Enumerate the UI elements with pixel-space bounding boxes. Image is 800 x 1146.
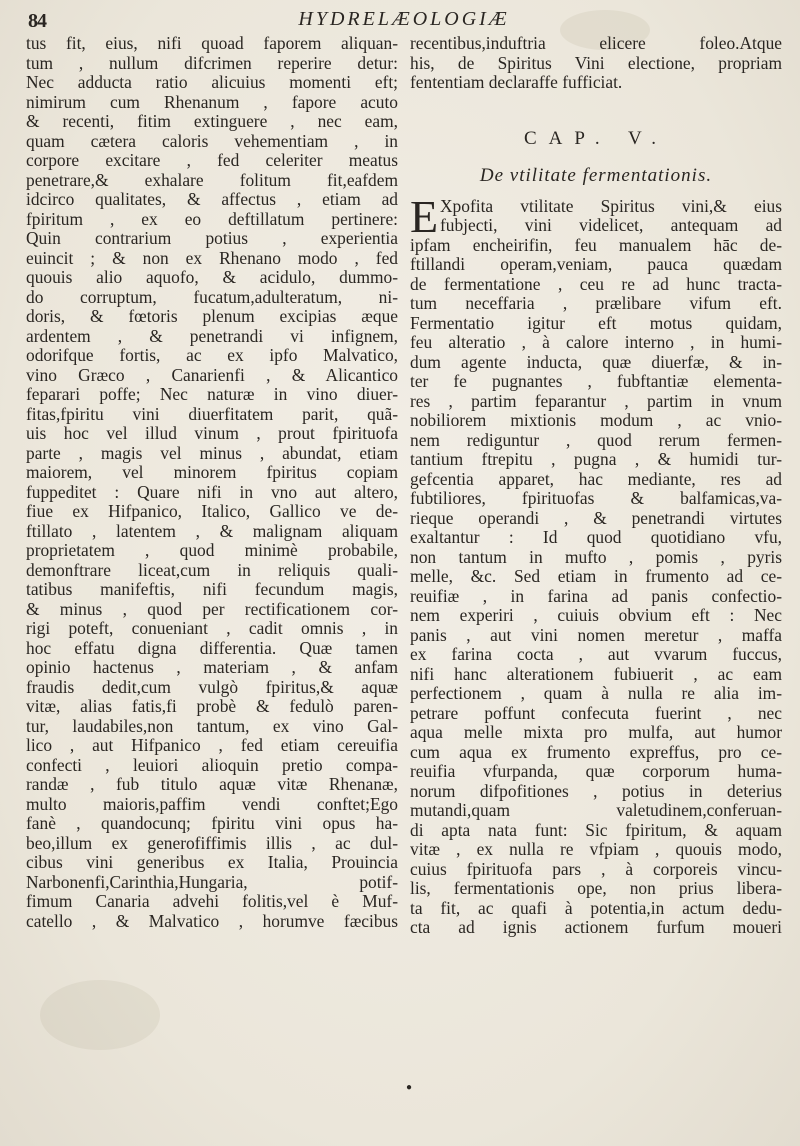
bullet-mark: ●	[406, 1082, 413, 1093]
text-line: lico , aut Hifpanico , fed etiam cereuifia	[26, 736, 398, 755]
text-line: nifi hanc alterationem fubiuerit , ac eam	[410, 664, 782, 684]
text-line: lis, fermentationis ope, non prius libera-	[410, 879, 782, 898]
text-line: Nec adducta ratio alicuius momenti eft;	[26, 73, 398, 92]
text-line: fubtiliores, fpirituofas & balfamicas,va-	[410, 489, 782, 508]
text-line: rieque operandi , & penetrandi virtutes	[410, 508, 782, 528]
text-line: tatibus manifeftis, nifi fecundum magis,	[26, 580, 398, 599]
text-line: fpiritum , ex eo deftillatum pertinere:	[26, 209, 398, 229]
chapter-heading: CAP. V.	[523, 127, 669, 149]
right-column-body-text	[410, 236, 782, 938]
text-line: randæ , fub titulo aquæ vitæ Rhenanæ,	[26, 775, 398, 794]
text-line: vitæ, alias fatis,fi probè & fedulò paren-	[26, 697, 398, 716]
text-line: nimirum cum Rhenanum , fapore acuto	[26, 92, 398, 112]
text-line: ex farina cocta , aut vvarum fuccus,	[410, 645, 782, 664]
text-line: feu alteratio , à calore interno , in humi-	[410, 333, 782, 352]
text-line: beo,illum ex generofiffimis illis , ac dul-	[26, 833, 398, 853]
text-line: corpore excitare , fed celeriter meatus	[26, 151, 398, 170]
text-line: non tantum in mufto , pomis , pyris	[410, 547, 782, 567]
text-line: rigi poteft, conueniant , cadit omnis , in	[26, 619, 398, 638]
text-line: nem rediguntur , quod rerum fermen-	[410, 430, 782, 450]
text-line: ardentem , & penetrandi vi infignem,	[26, 326, 398, 346]
text-line: tum , nullum difcrimen reperire detur:	[26, 53, 398, 73]
text-line: quam cætera caloris vehementiam , in	[26, 131, 398, 151]
text-line: & minus , quod per rectificationem cor-	[26, 599, 398, 619]
text-line: tantium ftrepitu , pugna , & humidi tur-	[410, 450, 782, 469]
text-line: doris, & fœtoris plenum excipias æque	[26, 307, 398, 326]
first-lines	[410, 190, 782, 242]
text-line: odorifque fortis, ac ex ipfo Malvatico,	[26, 346, 398, 365]
text-line: penetrare,& exhalare folitum fit,eafdem	[26, 170, 398, 190]
text-line: fimum Canaria advehi folitis,vel è Muf-	[26, 892, 398, 911]
text-line: cuius fpirituofa pars , à corporeis vincu-	[410, 859, 782, 879]
paper-stain	[40, 980, 160, 1050]
text-line: demonftrare liceat,cum in reliquis quali-	[26, 560, 398, 580]
text-line: opinio hactenus , materiam , & anfam	[26, 658, 398, 677]
chapter-title: De vtilitate fermentationis.	[479, 164, 713, 186]
left-column	[26, 34, 398, 931]
drop-cap: E	[410, 190, 439, 242]
text-line: Fermentatio igitur eft motus quidam,	[410, 313, 782, 333]
text-line: uis hoc vel illud vinum , prout fpirituofa	[26, 424, 398, 443]
text-line: fubjecti, vini videlicet, antequam ad	[440, 216, 782, 235]
text-line: petrare poffunt confecuta fuerint , nec	[410, 703, 782, 723]
text-line: recentibus,induftria elicere foleo.Atque	[410, 34, 782, 53]
text-line: ftillandi operam,veniam, pauca quædam	[410, 255, 782, 274]
text-line: Quin contrarium potius , experientia	[26, 229, 398, 248]
text-line: parte , magis vel minus , abundat, etiam	[26, 443, 398, 463]
right-column-top-text	[410, 34, 782, 93]
text-line: norum difpofitiones , potius in deterius	[410, 781, 782, 801]
text-line: vino Græco , Canarienfi , & Alicantico	[26, 365, 398, 385]
text-line: res , partim feparantur , partim in vnum	[410, 391, 782, 411]
text-line: di apta nata funt: Sic fpiritum, & aquam	[410, 820, 782, 840]
text-line: vitæ , ex nulla re vfpiam , quouis modo,	[410, 840, 782, 859]
text-line: nobiliorem mixtionis modum , ac vnio-	[410, 411, 782, 430]
text-line: cum aqua ex frumento expreffus, pro ce-	[410, 742, 782, 762]
text-line: melle, &c. Sed etiam in frumento ad ce-	[410, 567, 782, 586]
right-column	[410, 34, 782, 938]
text-line: catello , & Malvatico , horumve fæcibus	[26, 911, 398, 931]
text-line: fanè , quandocunq; fpiritu vini opus ha-	[26, 814, 398, 833]
text-line: fiue ex Hifpanico, Italico, Gallico ve de-	[26, 502, 398, 521]
text-line: euincit ; & non ex Rhenano modo , fed	[26, 248, 398, 268]
text-line: & recenti, fitim extinguere , nec eam,	[26, 112, 398, 131]
text-line: do corruptum, fucatum,adulteratum, ni-	[26, 287, 398, 307]
page-number: 84	[28, 10, 46, 32]
text-line: fententiam declaraffe fufficiat.	[410, 73, 623, 92]
text-line: tum neceffaria , prælibare vifum eft.	[410, 294, 782, 313]
text-line: maiorem, vel minorem fpiritus copiam	[26, 463, 398, 482]
text-line: reuifia vfurpanda, quæ corporum huma-	[410, 762, 782, 781]
text-line: exaltantur : Id quod quotidiano vfu,	[410, 528, 782, 547]
text-line: nem experiri , cuiuis obvium eft : Nec	[410, 606, 782, 625]
text-line: his, de Spiritus Vini electione, propriam	[410, 53, 782, 73]
text-line: proprietatem , quod minimè probabile,	[26, 541, 398, 560]
text-line: cta ad ignis actionem furfum moueri	[410, 918, 782, 937]
text-line: ftillato , latentem , & malignam aliquam	[26, 521, 398, 541]
text-line: mutandi,quam valetudinem,conferuan-	[410, 801, 782, 820]
text-line: cibus vini generibus ex Italia, Prouincia	[26, 853, 398, 872]
text-line: fuppeditet : Quare nifi in vno aut altero,	[26, 482, 398, 502]
text-line: ta fit, ac quafi à potentia,in actum dedu-	[410, 898, 782, 918]
running-head: HYDRELÆOLOGIÆ	[298, 8, 510, 30]
text-line: perfectionem , quam à nulla re alia im-	[410, 684, 782, 703]
text-line: tus fit, eius, nifi quoad faporem aliquan-	[26, 34, 398, 53]
text-line: reuifiæ , in farina ad panis confectio-	[410, 586, 782, 606]
text-line: aqua melle mixta pro mulfa, aut humor	[410, 723, 782, 742]
text-line: Xpofita vtilitate Spiritus vini,& eius	[440, 196, 782, 216]
text-line: Narbonenfi,Carinthia,Hungaria, potif-	[26, 872, 398, 892]
text-line: confecti , leuiori alioquin pretio compa-	[26, 755, 398, 775]
text-line: panis , aut vini nomen meretur , maffa	[410, 625, 782, 645]
text-line: hoc effatu digna differentia. Quæ tamen	[26, 638, 398, 658]
text-line: feparari poffe; Nec naturæ in vino diuer-	[26, 385, 398, 404]
text-line: quouis alio aquofo, & acidulo, dummo-	[26, 268, 398, 287]
text-line: dum agente inducta, quæ diuerfæ, & in-	[410, 352, 782, 372]
text-line: gefcentia apparet, hac mediante, res ad	[410, 469, 782, 489]
text-line: ter fe pugnantes , fubftantiæ elementa-	[410, 372, 782, 391]
page-header	[24, 6, 784, 32]
text-line: fraudis dedit,cum vulgò fpiritus,& aquæ	[26, 677, 398, 697]
text-line: tur, laudabiles,non tantum, ex vino Gal-	[26, 716, 398, 736]
text-line: idcirco qualitates, & affectus , etiam ad	[26, 190, 398, 209]
text-line: ipfam encheirifin, feu manualem hāc de-	[410, 235, 782, 255]
text-line: fitas,fpiritu vini diuerfitatem parit, quã-	[26, 404, 398, 424]
text-line: de fermentatione , ceu re ad hunc tracta-	[410, 274, 782, 294]
chapter-first-paragraph	[410, 190, 782, 242]
text-line: multo maioris,paffim vendi conftet;Ego	[26, 794, 398, 814]
